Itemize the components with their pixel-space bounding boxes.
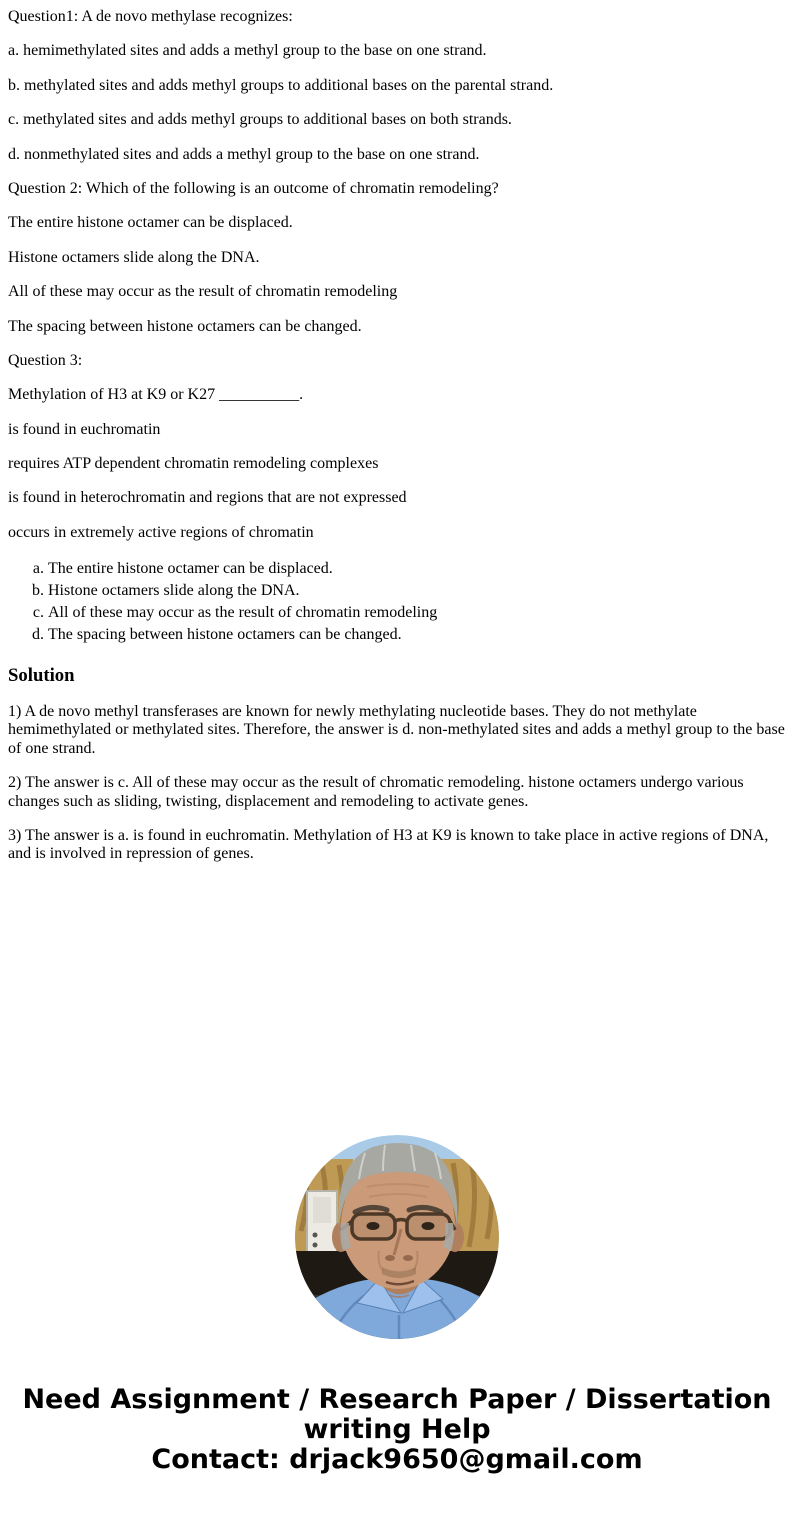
footer-heading-line1: Need Assignment / Research Paper / Dissertation [22, 1383, 772, 1415]
article-paragraph: Methylation of H3 at K9 or K27 __________. [8, 386, 304, 404]
article-paragraph: occurs in extremely active regions of chromatin [8, 523, 314, 541]
article-paragraph: Question 3: [8, 351, 83, 369]
article-paragraph: The entire histone octamer can be displaced. [8, 214, 293, 232]
article-paragraph: a. hemimethylated sites and adds a methyl group to the base on one strand. [8, 42, 487, 60]
solution-paragraph: 3) The answer is a. is found in euchromatin. Methylation of H3 at K9 is known to take place in active regions of DNA, and is involved in repression of genes. [8, 827, 769, 863]
article-paragraph: The spacing between histone octamers can be changed. [8, 317, 362, 335]
option-item: c. All of these may occur as the result of chromatin remodeling [48, 602, 786, 624]
options-list [8, 558, 786, 646]
solution-paragraph: 1) A de novo methyl transferases are known for newly methylating nucleotide bases. They do not methylate hemimethylated or methylated sites. Therefore, the answer is d. non-methylated sites and adds a methyl group to the base of one strand. [8, 703, 785, 757]
article-paragraph: All of these may occur as the result of chromatin remodeling [8, 283, 398, 301]
photo-nostril-right [403, 1255, 413, 1261]
photo-nostril-left [385, 1255, 395, 1261]
footer-banner [8, 1385, 786, 1475]
footer-contact-email: Contact: drjack9650@gmail.com [151, 1443, 643, 1475]
footer-heading-line2: writing Help [303, 1413, 491, 1445]
article-paragraph: requires ATP dependent chromatin remodeling complexes [8, 455, 379, 473]
option-item: b. Histone octamers slide along the DNA. [48, 580, 786, 602]
article-paragraph: c. methylated sites and adds methyl groups to additional bases on both strands. [8, 111, 512, 129]
article-paragraph: is found in euchromatin [8, 420, 161, 438]
article-paragraph: d. nonmethylated sites and adds a methyl group to the base on one strand. [8, 145, 480, 163]
article-paragraph: b. methylated sites and adds methyl groups to additional bases on the parental strand. [8, 76, 554, 94]
option-item: a. The entire histone octamer can be displaced. [48, 558, 786, 580]
article [8, 8, 786, 864]
profile-photo-illustration [295, 1135, 499, 1339]
article-paragraph: Question1: A de novo methylase recognizes: [8, 8, 293, 25]
photo-window-frame [307, 1191, 337, 1259]
article-paragraph: Question 2: Which of the following is an outcome of chromatin remodeling? [8, 179, 499, 197]
option-item: d. The spacing between histone octamers can be changed. [48, 624, 786, 646]
profile-photo [295, 1135, 499, 1339]
article-paragraph: is found in heterochromatin and regions that are not expressed [8, 489, 407, 507]
solution-paragraph: 2) The answer is c. All of these may occur as the result of chromatic remodeling. histone octamers undergo various changes such as sliding, twisting, displacement and remodeling to activate genes. [8, 774, 744, 810]
article-paragraph: Histone octamers slide along the DNA. [8, 248, 260, 266]
solution-heading: Solution [8, 664, 75, 686]
